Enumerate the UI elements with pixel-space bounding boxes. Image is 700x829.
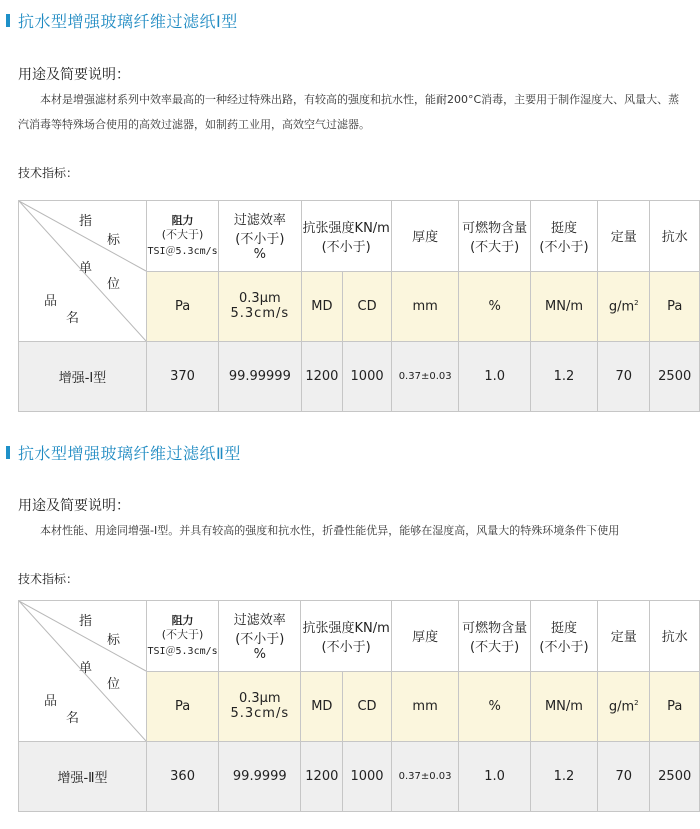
unit-basis-weight: $g/m^2$ [598,271,650,342]
unit-water-resist: Pa [650,671,700,742]
row-thickness: 0.37±0.03 [391,742,459,812]
unit-thickness: mm [391,671,459,742]
header-combustible: 可燃物含量 (不大于) [459,201,530,272]
diagonal-header-cell [19,201,147,342]
diag-label-wei: 位 [107,277,121,292]
unit-basis-weight: $g/m^2$ [598,671,650,742]
table-row [19,742,700,812]
row-stiffness: 1.2 [530,342,597,412]
row-name: 增强-Ⅰ型 [19,342,147,412]
section-1-spec-table [18,200,700,412]
section-2-usage-heading: 用途及简要说明： [18,498,130,514]
row-water-resist: 2500 [650,342,700,412]
unit-md: MD [301,671,343,742]
diag-label-biao: 标 [107,233,121,248]
header-water-resist: 抗水 [650,201,700,272]
header-stiffness: 挺度 (不小于) [530,601,597,672]
section-1-title-text: 抗水型增强玻璃纤维过滤纸Ⅰ型 [18,11,238,31]
diag-label-pin: 品 [44,694,58,709]
row-thickness: 0.37±0.03 [391,342,459,412]
header-thickness: 厚度 [391,601,459,672]
header-resistance: 阻力 (不大于) TSI＠5.3cm/s [147,201,219,272]
row-combustible: 1.0 [459,342,530,412]
section-1-title [6,9,238,31]
diag-label-dan: 单 [79,661,93,676]
diag-label-ming: 名 [66,311,80,326]
unit-md: MD [301,271,343,342]
row-name: 增强-Ⅱ型 [19,742,147,812]
unit-efficiency: 0.3μm 5.3cm/s [219,271,301,342]
unit-combustible: % [459,671,531,742]
table-row [19,342,700,412]
header-water-resist: 抗水 [650,601,700,672]
diag-label-biao: 标 [107,633,121,648]
diagonal-header-cell [19,601,147,742]
header-combustible: 可燃物含量 (不大于) [459,601,531,672]
section-2-description: 本材性能、用途同增强-Ⅰ型。并具有较高的强度和抗水性，折叠性能优异，能够在湿度高，风量大的特殊环境条件下使用 [40,524,620,537]
header-resistance: 阻力 (不大于) TSI＠5.3cm/s [147,601,219,672]
diag-label-dan: 单 [79,261,93,276]
diag-label-ming: 名 [66,711,80,726]
row-efficiency: 99.99999 [219,342,301,412]
diag-label-zhi: 指 [79,214,93,229]
section-2-title [6,441,241,463]
section-1-description: 本材是增强滤材系列中效率最高的一种经过特殊出路，有较高的强度和抗水性，能耐200°C消毒，主要用于制作湿度大、风量大、蒸汽消毒等特殊场合使用的高效过滤器，如制药工业用，高效空气过滤器。 [18,93,680,131]
diag-label-pin: 品 [44,294,58,309]
header-tensile: 抗张强度KN/m (不小于) [301,201,391,272]
row-basis-weight: 70 [598,742,650,812]
diag-label-zhi: 指 [79,614,93,629]
section-2-spec-table [18,600,700,812]
unit-thickness: mm [391,271,459,342]
unit-resistance: Pa [147,271,219,342]
diag-label-wei: 位 [107,677,121,692]
unit-stiffness: MN/m [530,271,597,342]
header-thickness: 厚度 [391,201,459,272]
section-1-usage-heading: 用途及简要说明： [18,67,130,83]
header-efficiency: 过滤效率 (不小于) % [219,201,301,272]
title-accent-bar [6,14,10,27]
row-cd: 1000 [343,342,392,412]
row-combustible: 1.0 [459,742,531,812]
unit-resistance: Pa [147,671,219,742]
unit-cd: CD [343,671,392,742]
row-basis-weight: 70 [598,342,650,412]
section-1-spec-heading: 技术指标： [18,166,79,180]
title-accent-bar [6,446,10,459]
header-efficiency: 过滤效率 (不小于) % [219,601,301,672]
row-cd: 1000 [343,742,392,812]
row-md: 1200 [301,742,343,812]
row-md: 1200 [301,342,343,412]
unit-water-resist: Pa [650,271,700,342]
header-basis-weight: 定量 [598,201,650,272]
section-2-title-text: 抗水型增强玻璃纤维过滤纸Ⅱ型 [18,443,241,463]
row-water-resist: 2500 [650,742,700,812]
row-resistance: 370 [147,342,219,412]
row-efficiency: 99.9999 [219,742,301,812]
unit-cd: CD [343,271,392,342]
unit-efficiency: 0.3μm 5.3cm/s [219,671,301,742]
unit-combustible: % [459,271,530,342]
row-resistance: 360 [147,742,219,812]
header-tensile: 抗张强度KN/m (不小于) [301,601,391,672]
row-stiffness: 1.2 [530,742,597,812]
header-stiffness: 挺度 (不小于) [530,201,597,272]
header-basis-weight: 定量 [598,601,650,672]
unit-stiffness: MN/m [530,671,597,742]
section-2-spec-heading: 技术指标： [18,572,79,586]
